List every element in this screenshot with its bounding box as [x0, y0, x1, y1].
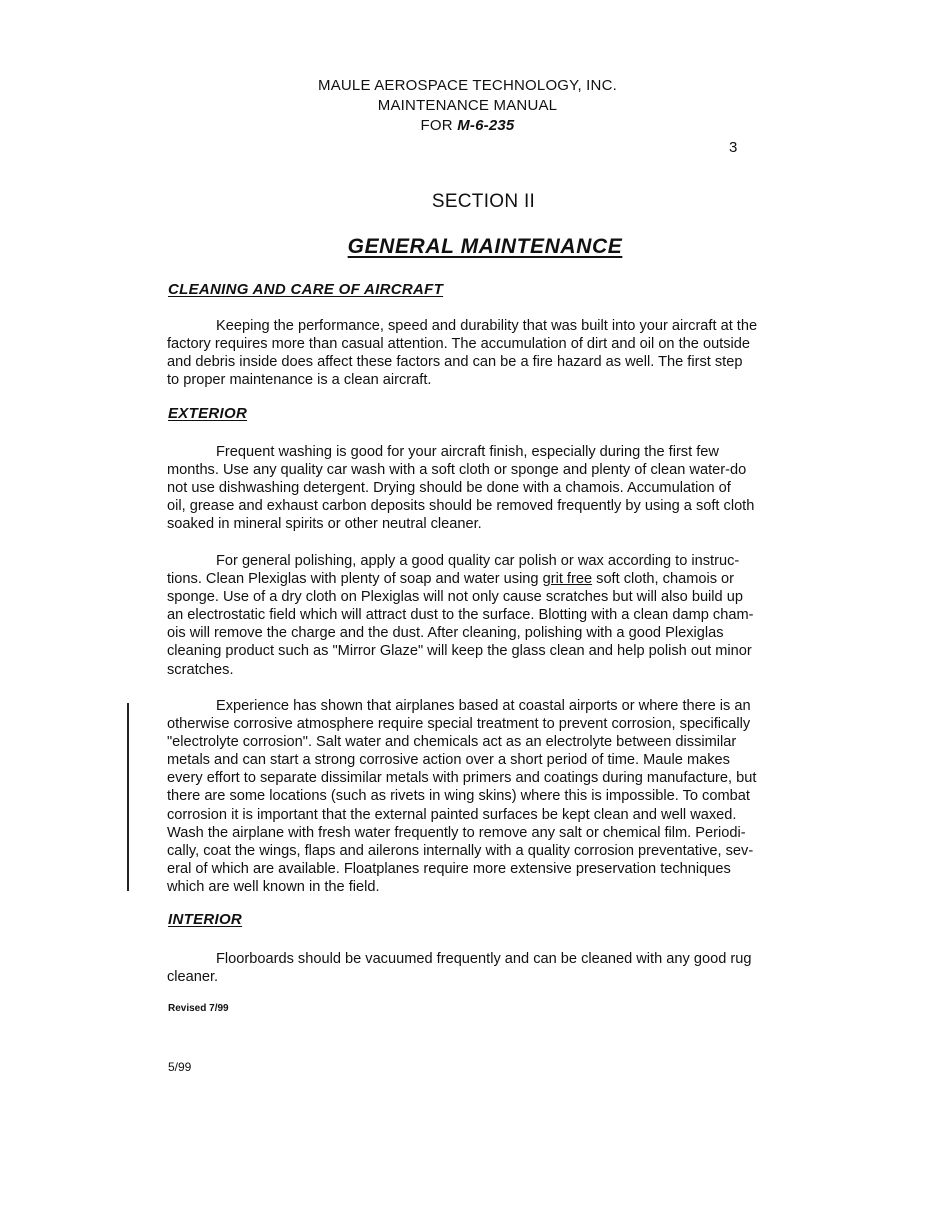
text-line: For general polishing, apply a good quality car polish or wax according to instruc- [216, 553, 740, 569]
text-line: otherwise corrosive atmosphere require special treatment to prevent corrosion, specifically [167, 716, 751, 733]
section-number: SECTION II [431, 191, 536, 212]
text-line: oil, grease and exhaust carbon deposits should be removed frequently by using a soft cloth [167, 498, 755, 515]
text-line: eral of which are available. Floatplanes require more extensive preservation techniques [167, 860, 731, 877]
model-prefix: FOR [420, 117, 458, 134]
text-line: which are well known in the field. [167, 878, 380, 895]
company-name: MAULE AEROSPACE TECHNOLOGY, INC. [318, 77, 617, 94]
text-line [167, 570, 799, 588]
revised-date: Revised 7/99 [168, 1003, 229, 1014]
text-line: scratches. [167, 661, 234, 678]
revision-change-bar [127, 703, 129, 891]
exterior-paragraph-washing [167, 443, 799, 533]
text-line: Experience has shown that airplanes based at coastal airports or where there is an [216, 698, 751, 714]
text-line: months. Use any quality car wash with a soft cloth or sponge and plenty of clean water-do [167, 462, 747, 479]
text-line: Frequent washing is good for your aircraft finish, especially during the first few [216, 444, 719, 460]
text-segment: tions. Clean Plexiglas with plenty of soap and water using [167, 571, 543, 588]
manual-title: MAINTENANCE MANUAL [377, 97, 558, 114]
text-line: cleaner. [167, 969, 219, 986]
text-line: an electrostatic field which will attract dust to the surface. Blotting with a clean damp cham- [167, 607, 754, 624]
document-header [0, 76, 935, 136]
cleaning-heading: CLEANING AND CARE OF AIRCRAFT [168, 281, 444, 298]
text-line: Floorboards should be vacuumed frequently and can be cleaned with any good rug [216, 951, 752, 967]
interior-paragraph [167, 950, 799, 986]
text-line: Wash the airplane with fresh water frequently to remove any salt or chemical film. Periodi- [167, 824, 746, 841]
exterior-paragraph-corrosion [167, 697, 799, 896]
exterior-heading: EXTERIOR [168, 405, 248, 422]
model-line [0, 116, 935, 136]
text-line: cleaning product such as "Mirror Glaze" will keep the glass clean and help polish out minor [167, 643, 752, 660]
underlined-text: grit free [542, 571, 593, 588]
text-line: cally, coat the wings, flaps and ailerons internally with a quality corrosion preventative, sev- [167, 842, 754, 859]
text-line: Keeping the performance, speed and durability that was built into your aircraft at the [216, 318, 758, 334]
text-line: sponge. Use of a dry cloth on Plexiglas will not only cause scratches but will also build up [167, 589, 743, 606]
page-number: 3 [729, 139, 738, 156]
cleaning-paragraph [167, 317, 799, 389]
issue-date: 5/99 [168, 1060, 192, 1074]
text-line: not use dishwashing detergent. Drying should be done with a chamois. Accumulation of [167, 480, 731, 497]
text-line: there are some locations (such as rivets in wing skins) where this is impossible. To combat [167, 788, 750, 805]
text-line: metals and can start a strong corrosive action over a short period of time. Maule makes [167, 752, 730, 769]
text-line: every effort to separate dissimilar metals with primers and coatings during manufacture, but [167, 770, 757, 787]
section-title: GENERAL MAINTENANCE [347, 235, 623, 258]
exterior-paragraph-polishing [167, 552, 799, 679]
text-line: "electrolyte corrosion". Salt water and chemicals act as an electrolyte between dissimilar [167, 734, 737, 751]
text-line: corrosion it is important that the external painted surfaces be kept clean and well waxed. [167, 806, 737, 823]
model-number: M-6-235 [457, 117, 515, 134]
text-line: soaked in mineral spirits or other neutral cleaner. [167, 516, 482, 533]
text-line: to proper maintenance is a clean aircraft. [167, 372, 432, 389]
text-segment: soft cloth, chamois or [592, 571, 735, 588]
text-line: factory requires more than casual attention. The accumulation of dirt and oil on the outside [167, 336, 751, 353]
text-line: and debris inside does affect these factors and can be a fire hazard as well. The first step [167, 354, 743, 371]
interior-heading: INTERIOR [168, 911, 243, 928]
text-line: ois will remove the charge and the dust. After cleaning, polishing with a good Plexiglas [167, 625, 724, 642]
